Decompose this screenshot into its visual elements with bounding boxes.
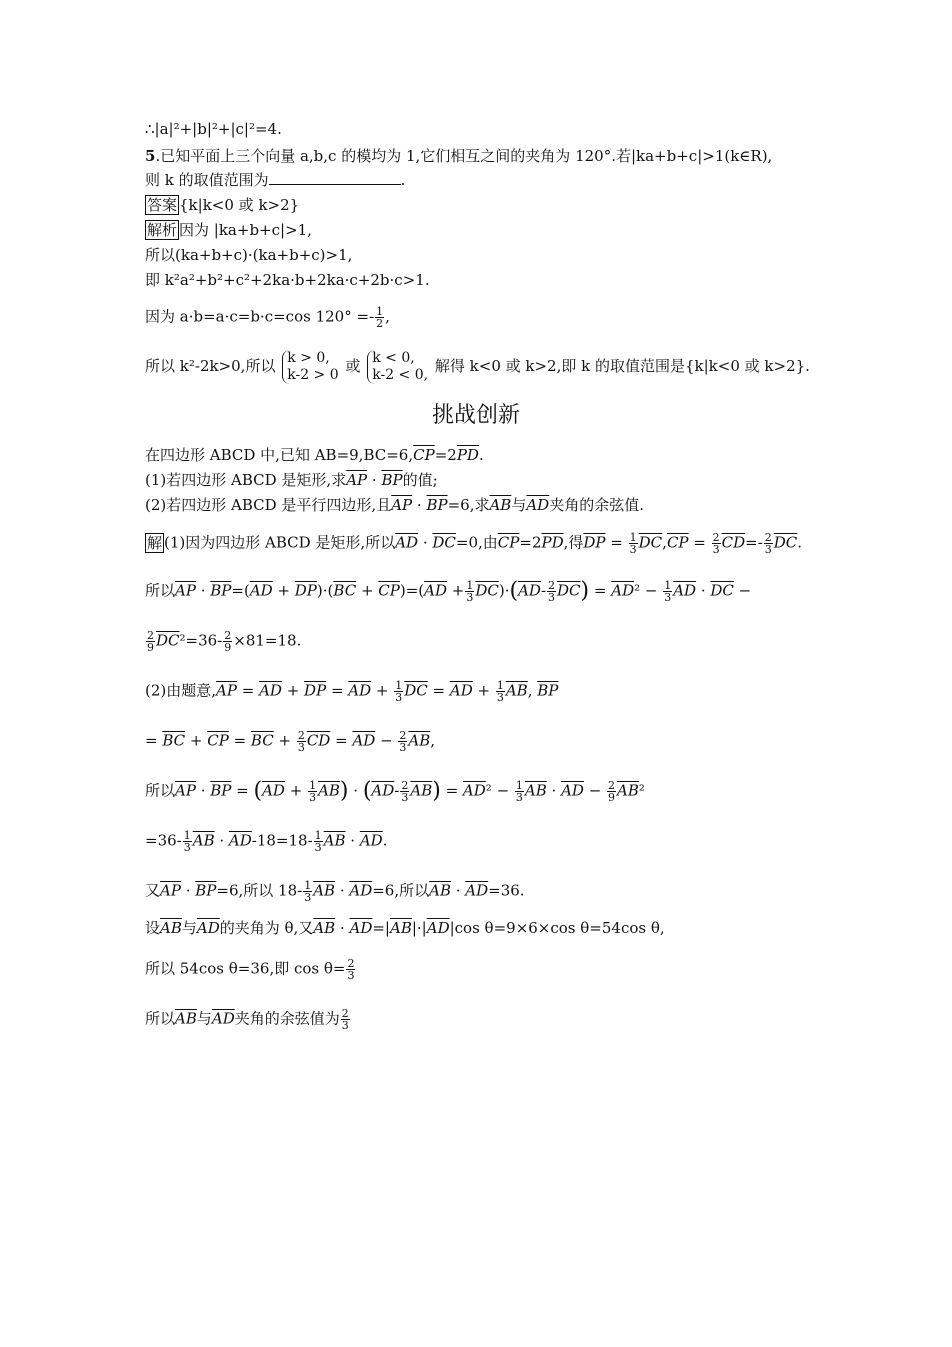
math-text: 2	[341, 1007, 349, 1020]
math-text: .	[478, 446, 484, 464]
vector-label: $\overline{AP}$	[346, 471, 368, 489]
math-text: 3	[401, 791, 409, 804]
vector-label: $\overline{AD}$	[352, 731, 376, 750]
vector-label: $\overline{AD}$	[526, 496, 550, 514]
vector-label: $\overline{AD}$	[359, 831, 383, 850]
math-text: 1	[515, 779, 523, 792]
vector-label: $\overline{DC}$	[638, 533, 663, 552]
vector-label: $\overline{DC}$	[773, 533, 798, 552]
problem-line-2: (1)若四边形 ABCD 是矩形,求$\overline{AP} \cdot \overline{BP}$的值;	[145, 471, 438, 489]
fraction	[308, 780, 317, 803]
explanation-line	[145, 220, 312, 240]
math-text: 又	[145, 881, 161, 900]
math-text: ×81=18.	[233, 631, 302, 650]
fraction	[547, 580, 556, 603]
math-text: 1	[496, 679, 504, 692]
question-5-prompt: 则 k 的取值范围为	[145, 171, 269, 189]
vector-label: $\overline{DP}$	[304, 681, 327, 700]
math-text: 3	[664, 591, 672, 604]
solution-line-8: 又$\overline{AP} \cdot \overline{BP}=6$,所以 18- $\frac{1}{3}$ $\overline{AB} \cdot \overline{AD}=6$,所以$\overline{AB} \cdot \overline{AD}=36$.	[145, 879, 525, 904]
vector-label: $\overline{CP}$	[497, 533, 520, 552]
math-text: 3	[304, 891, 312, 904]
math-text: 2	[297, 729, 305, 742]
vector-label: $\overline{AD}$	[211, 1009, 235, 1028]
line-expand: 所以(ka+b+c)·(ka+b+c)>1,	[145, 246, 353, 264]
vector-label: $\overline{AP}$	[160, 881, 181, 900]
math-text: 所以	[145, 1009, 176, 1028]
math-text: 所以	[145, 781, 176, 800]
vector-label: $\overline{BC}$	[333, 581, 357, 600]
solution-line-4: (2)由题意$,\overline{AP} = \overline{AD} + \overline{DP} = \overline{AD}$ + $\frac{1}{3}$ $\overline{DC} = \overline{AD}$ + $\frac{1}{3}$ $\overline{AB}$, $\overline{BP}$	[145, 679, 559, 704]
math-text: 3	[314, 841, 322, 854]
vector-label: $\overline{AD}$	[228, 831, 252, 850]
vector-label: $\overline{AP}$	[391, 496, 413, 514]
math-text: 3	[297, 741, 305, 754]
vector-label: $\overline{AB}$	[505, 681, 528, 700]
fraction	[663, 580, 672, 603]
or-text: 或	[345, 357, 361, 375]
vector-label: $\overline{BP}$	[381, 471, 403, 489]
math-text: 3	[515, 791, 523, 804]
line-dot-product: 即 k²a²+b²+c²+2ka·b+2ka·c+2b·c>1.	[145, 271, 430, 289]
math-text: 2	[399, 729, 407, 742]
math-text: |cos θ=9×6×cos θ=54cos θ,	[449, 919, 665, 937]
math-text: 设	[145, 919, 161, 937]
period: .	[400, 171, 406, 189]
vector-label: $\overline{AD}$	[349, 919, 373, 937]
vector-label: $\overline{DP}$	[583, 533, 606, 552]
math-text: 2	[347, 957, 355, 970]
line-system	[145, 350, 810, 384]
math-text: 3	[496, 691, 504, 704]
math-text: (2)由题意,	[145, 681, 217, 700]
vector-label: $\overline{AB}$	[429, 881, 451, 900]
math-text: 2	[548, 579, 556, 592]
math-text: 1	[376, 305, 384, 318]
vector-label: $\overline{AB}$	[389, 919, 412, 937]
vector-label: $\overline{AB}$	[313, 919, 336, 937]
vector-label: $\overline{AD}$	[262, 781, 285, 800]
math-text: 3	[548, 591, 556, 604]
math-text: 2	[376, 317, 384, 330]
math-text: 1	[629, 531, 637, 544]
math-text: 2	[764, 531, 772, 544]
math-text: 2	[712, 531, 720, 544]
answer-tag: 答案	[147, 196, 178, 214]
vector-label: $\overline{CP}$	[378, 581, 400, 600]
solution-tag: 解	[147, 533, 163, 552]
math-text: 1	[466, 579, 474, 592]
math-text: (1)若四边形 ABCD 是矩形,求	[145, 471, 347, 489]
vector-label: $\overline{AD}$	[249, 581, 273, 600]
math-text: 9	[224, 641, 232, 654]
vector-label: $\overline{AD}$	[465, 881, 489, 900]
math-text: 的值;	[402, 471, 438, 489]
math-text: =6,所以 18-	[216, 881, 303, 900]
math-text: (1)因为四边形 ABCD 是矩形,所以	[164, 533, 396, 552]
vector-label: $\overline{AD}$	[196, 919, 220, 937]
vector-label: $\overline{AD}$	[611, 581, 635, 600]
solution-line-6: 所以$\overline{AP} \cdot \overline{BP} = (\overline{AD}$ + $\frac{1}{3}$ $\overline{AB}) \cdot (\overline{AD}-$ $\frac{2}{3}$ $\overline{AB}) = \overline{AD}^2$ − $\frac{1}{3}$ $\overline{AB} \cdot \overline{AD}$ − $\frac{2}{9}$ $\overline{AB}^2$	[145, 778, 645, 804]
fraction	[496, 680, 505, 703]
vector-label: $\overline{AB}$	[524, 781, 547, 800]
explanation-text: 因为 |ka+b+c|>1,	[179, 221, 312, 239]
fraction	[183, 830, 192, 853]
math-text: =6,求	[447, 496, 490, 514]
vector-label: $\overline{AD}$	[561, 781, 584, 800]
vector-label: $\overline{AP}$	[216, 681, 237, 700]
math-text: 1	[309, 779, 317, 792]
vector-label: $\overline{AD}$	[349, 881, 373, 900]
vector-label: $\overline{DC}$	[156, 631, 180, 650]
math-text: k-2 > 0	[287, 367, 339, 383]
vector-label: $\overline{BP}$	[537, 681, 559, 700]
vector-label: $\overline{PD}$	[456, 446, 479, 464]
solution-line-1: 解 (1)因为四边形 ABCD 是矩形,所以$\overline{AD} \cdot \overline{DC}=0$,由$\overline{CP}=2\overline{PD}$,得$\overline{DP}$ = $\frac{1}{3}$ $\overline{DC},\overline{CP}$ = $\frac{2}{3}$ $\overline{CD}=-$ $\frac{2}{3}$ $\overline{DC}$.	[147, 531, 803, 556]
math-text: =36.	[488, 881, 525, 900]
vector-label: $\overline{BC}$	[162, 731, 186, 750]
solution-line-7: =36- $\frac{1}{3}$ $\overline{AB} \cdot \overline{AD}-18=18-$ $\frac{1}{3}$ $\overline{AB} \cdot \overline{AD}$.	[145, 829, 388, 854]
math-text: 与	[511, 496, 527, 514]
vector-label: $\overline{DC}$	[475, 581, 499, 600]
math-text: 3	[399, 741, 407, 754]
vector-label: $\overline{AD}$	[518, 581, 541, 600]
fraction	[764, 532, 773, 555]
vector-label: $\overline{AD}$	[426, 919, 450, 937]
vector-label: $\overline{AB}$	[410, 781, 433, 800]
vector-label: $\overline{AP}$	[175, 781, 196, 800]
answer-line	[145, 195, 299, 215]
fraction	[629, 532, 638, 555]
vector-label: $\overline{AB}$	[313, 881, 336, 900]
math-text: 3	[395, 691, 403, 704]
vector-label: $\overline{DC}$	[404, 681, 428, 700]
vector-label: $\overline{AB}$	[489, 496, 512, 514]
vector-label: $\overline{BP}$	[426, 496, 448, 514]
vector-label: $\overline{DP}$	[294, 581, 317, 600]
solution-line-3: $\frac{2}{9}$ $\overline{DC}^2=36-$ $\frac{2}{9}$ ×81=18.	[147, 629, 302, 654]
math-text: 3	[712, 543, 720, 556]
vector-label: $\overline{BP}$	[195, 881, 217, 900]
vector-label: $\overline{AD}$	[348, 681, 372, 700]
fraction	[394, 680, 403, 703]
math-text: 3	[309, 791, 317, 804]
math-text: 夹角的余弦值.	[549, 496, 644, 514]
fraction	[341, 1008, 350, 1031]
vector-label: $\overline{AB}$	[192, 831, 215, 850]
question-5-text: .已知平面上三个向量 a,b,c 的模均为 1,它们相互之间的夹角为 120°.若|ka+b+c|>1(k∈R),	[155, 147, 773, 165]
vector-label: $\overline{BP}$	[210, 581, 232, 600]
math-text: 3	[764, 543, 772, 556]
fraction	[515, 780, 524, 803]
problem-line-1	[145, 445, 484, 465]
vector-label: $\overline{CP}$	[666, 533, 689, 552]
math-text: 1	[395, 679, 403, 692]
vector-label: $\overline{AD}$	[259, 681, 282, 700]
fraction	[607, 780, 616, 803]
vector-label: $\overline{AD}$	[462, 781, 486, 800]
math-text: 所以 54cos θ=36,即 cos θ=	[145, 959, 346, 978]
vector-label: $\overline{PD}$	[541, 533, 564, 552]
vector-label: $\overline{CP}$	[413, 446, 435, 464]
math-text: 夹角的余弦值为	[234, 1009, 340, 1028]
vector-label: $\overline{DC}$	[710, 581, 734, 600]
explanation-tag: 解析	[147, 221, 178, 239]
fraction	[398, 730, 407, 753]
math-text: =0,由	[455, 533, 498, 552]
answer-text: {k|k<0 或 k>2}	[179, 196, 300, 214]
fraction	[146, 630, 155, 653]
math-text: ,	[385, 307, 390, 326]
system-result: 解得 k<0 或 k>2,即 k 的取值范围是{k|k<0 或 k>2}.	[434, 357, 810, 375]
fraction	[712, 532, 721, 555]
math-text: 所以	[145, 581, 176, 600]
solution-line-10	[145, 958, 356, 981]
vector-label: $\overline{DC}$	[557, 581, 581, 600]
vector-label: $\overline{BP}$	[210, 781, 232, 800]
math-text: 2	[401, 779, 409, 792]
vector-label: $\overline{DC}$	[432, 533, 456, 552]
system-1	[282, 350, 338, 384]
math-text: 1	[314, 829, 322, 842]
line-sum-of-squares: ∴|a|²+|b|²+|c|²=4.	[145, 120, 282, 138]
math-text: 2	[224, 629, 232, 642]
math-text: k-2 < 0,	[372, 367, 429, 383]
math-text: 在四边形 ABCD 中,已知 AB=9,BC=6,	[145, 446, 414, 464]
vector-label: $\overline{AD}$	[449, 681, 473, 700]
math-text: 2	[608, 779, 616, 792]
vector-label: $\overline{AB}$	[408, 731, 431, 750]
vector-label: $\overline{AD}$	[395, 533, 419, 552]
vector-label: $\overline{AD}$	[424, 581, 447, 600]
math-text: 9	[147, 641, 154, 654]
math-text: 1	[664, 579, 672, 592]
vector-label: $\overline{AB}$	[318, 781, 340, 800]
vector-label: $\overline{CP}$	[207, 731, 229, 750]
math-text: =36-	[185, 631, 223, 650]
solution-line-9: 设$\overline{AB}$与$\overline{AD}$的夹角为 θ,又$\overline{AB} \cdot \overline{AD}=|\overline{AB}|\cdot|\overline{AD}|\cos$ θ=9×6×cos θ=54cos θ,	[145, 919, 665, 937]
line-cos-120	[145, 306, 390, 329]
section-title: 挑战创新	[431, 403, 520, 428]
system-2	[367, 350, 428, 384]
vector-label: $\overline{AP}$	[175, 581, 196, 600]
math-text: ,得	[563, 533, 584, 552]
answer-blank	[269, 170, 401, 185]
fraction-one-half	[375, 306, 384, 329]
question-number: 5	[145, 147, 156, 165]
math-text: (2)若四边形 ABCD 是平行四边形,且	[145, 496, 392, 514]
solution-line-11	[145, 1008, 351, 1031]
math-text: k > 0,	[287, 350, 330, 366]
math-text: 与	[181, 919, 197, 937]
math-text: k < 0,	[372, 350, 415, 366]
fraction	[314, 830, 323, 853]
fraction	[297, 730, 306, 753]
vector-label: $\overline{AB}$	[175, 1009, 197, 1028]
question-5-line-1	[145, 146, 772, 166]
solution-line-2: 所以$\overline{AP} \cdot \overline{BP}=(\overline{AD} + \overline{DP})\cdot(\overline{BC} + \overline{CP})=(\overline{AD}$ + $\frac{1}{3}$ $\overline{DC})\cdot(\overline{AD}-$ $\frac{2}{3}$ $\overline{DC}) = \overline{AD}^2$ − $\frac{1}{3}$ $\overline{AD} \cdot \overline{DC}$ −	[145, 578, 752, 604]
math-text: =6,所以	[372, 881, 430, 900]
vector-label: $\overline{AD}$	[673, 581, 697, 600]
cos-text: 因为 a·b=a·c=b·c=cos 120° =-	[145, 307, 375, 326]
math-text: 的夹角为 θ,又	[219, 919, 314, 937]
math-text: 1	[304, 879, 312, 892]
math-text: 3	[183, 841, 191, 854]
question-5-line-2	[145, 170, 405, 190]
problem-line-3: (2)若四边形 ABCD 是平行四边形,且$\overline{AP} \cdot \overline{BP}=6$,求$\overline{AB}$与$\overline{AD}$夹角的余弦值.	[145, 496, 644, 514]
fraction	[465, 580, 474, 603]
fraction	[400, 780, 409, 803]
vector-label: $\overline{AB}$	[323, 831, 346, 850]
math-text: 9	[608, 791, 616, 804]
vector-label: $\overline{CD}$	[721, 533, 746, 552]
fraction	[303, 880, 312, 903]
vector-label: $\overline{AB}$	[617, 781, 639, 800]
math-text: =2	[434, 446, 457, 464]
math-text: 1	[183, 829, 191, 842]
solution-line-5: = $\overline{BC} + \overline{CP} = \overline{BC}$ + $\frac{2}{3}$ $\overline{CD} = \overline{AD}$ − $\frac{2}{3}$ $\overline{AB}$,	[145, 729, 436, 754]
vector-label: $\overline{BC}$	[250, 731, 274, 750]
math-text: =2	[519, 533, 542, 552]
system-lead: 所以 k²-2k>0,所以	[145, 357, 276, 375]
math-text: 与	[196, 1009, 212, 1028]
vector-label: $\overline{AD}$	[371, 781, 395, 800]
math-text: 3	[466, 591, 474, 604]
math-text: 2	[147, 629, 154, 642]
math-text: 3	[341, 1019, 349, 1032]
math-text: 3	[347, 969, 355, 982]
math-text: 3	[629, 543, 637, 556]
fraction	[223, 630, 232, 653]
vector-label: $\overline{CD}$	[306, 731, 331, 750]
fraction	[346, 958, 355, 981]
vector-label: $\overline{AB}$	[160, 919, 182, 937]
